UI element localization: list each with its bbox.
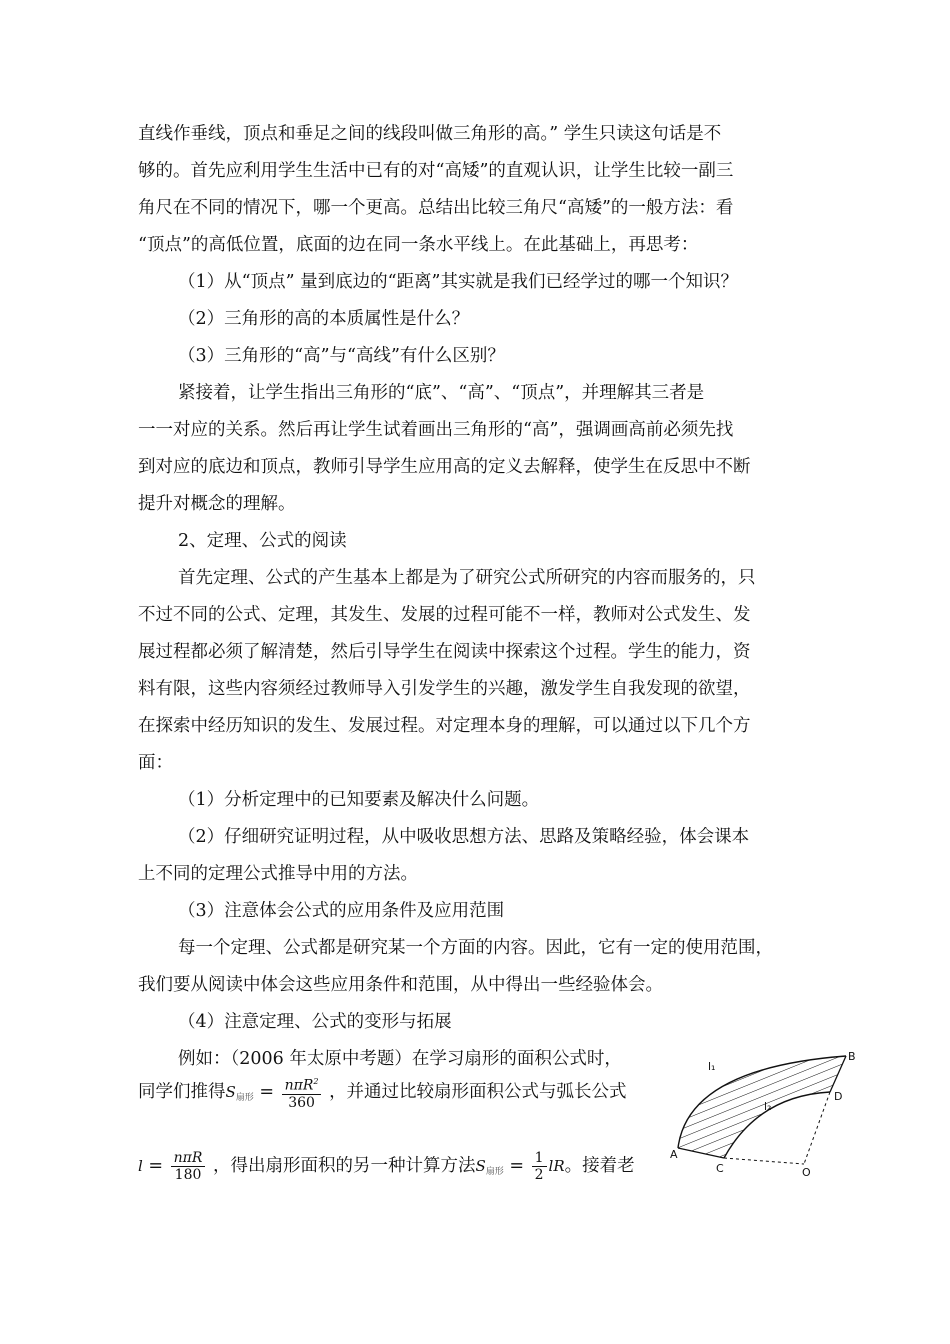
p3-line-5: 在探索中经历知识的发生、发展过程。对定理本身的理解，可以通过以下几个方 xyxy=(138,716,751,736)
label-C: C xyxy=(716,1162,724,1175)
item-1: （1）分析定理中的已知要素及解决什么问题。 xyxy=(178,790,540,810)
p4-line-2: 我们要从阅读中体会这些应用条件和范围，从中得出一些经验体会。 xyxy=(138,975,663,995)
item-2-line-2: 上不同的定理公式推导中用的方法。 xyxy=(138,864,418,884)
question-3: （3）三角形的“高”与“高线”有什么区别？ xyxy=(178,346,505,366)
item-4: （4）注意定理、公式的变形与拓展 xyxy=(178,1012,452,1032)
sector-area-symbol: S xyxy=(225,1082,236,1101)
dashed-D-O xyxy=(804,1092,830,1164)
item-3: （3）注意体会公式的应用条件及应用范围 xyxy=(178,901,505,921)
hatched-region xyxy=(678,1056,846,1158)
example-line: 例如：（2006 年太原中考题）在学习扇形的面积公式时， xyxy=(178,1049,622,1069)
arc-length-fraction xyxy=(171,1150,206,1183)
equals-sign-1: = xyxy=(259,1081,275,1102)
p4-line-1: 每一个定理、公式都是研究某一个方面的内容。因此，它有一定的使用范围， xyxy=(178,938,773,958)
sector-area-fraction xyxy=(282,1074,322,1111)
label-A: A xyxy=(670,1148,678,1161)
sector-area-subscript-2: 扇形 xyxy=(485,1167,504,1177)
equals-sign-2: = xyxy=(148,1156,164,1176)
p1-line-4: “顶点”的高低位置，底面的边在同一条水平线上。在此基础上，再思考： xyxy=(138,235,699,255)
formula-line-2 xyxy=(138,1150,635,1183)
equals-sign-3: = xyxy=(509,1156,525,1176)
f2-denominator: 180 xyxy=(174,1167,202,1183)
label-l2: l₂ xyxy=(764,1100,772,1113)
p3-line-4: 料有限，这些内容须经过教师导入引发学生的兴趣，激发学生自我发现的欲望， xyxy=(138,679,751,699)
p1-line-1: 直线作垂线，顶点和垂足之间的线段叫做三角形的高。” 学生只读这句话是不 xyxy=(138,124,722,144)
label-l1: l₁ xyxy=(708,1060,716,1073)
lR-term: lR xyxy=(548,1157,565,1175)
sector-area-subscript: 扇形 xyxy=(235,1092,254,1103)
sector-diagram xyxy=(668,1048,868,1178)
question-2: （2）三角形的高的本质属性是什么？ xyxy=(178,309,470,329)
p3-line-3: 展过程都必须了解清楚，然后引导学生在阅读中探索这个过程。学生的能力，资 xyxy=(138,642,751,662)
p2-line-3: 到对应的底边和顶点，教师引导学生应用高的定义去解释，使学生在反思中不断 xyxy=(138,457,751,477)
formula-line-1-pre: 同学们推得 xyxy=(138,1081,226,1102)
section-heading: 2、定理、公式的阅读 xyxy=(178,531,347,551)
sector-area-symbol-2: S xyxy=(475,1157,486,1175)
arc-length-symbol: l xyxy=(138,1157,143,1175)
f3-denominator: 2 xyxy=(534,1167,544,1183)
question-1: （1）从“顶点” 量到底边的“距离”其实就是我们已经学过的哪一个知识？ xyxy=(178,272,738,292)
item-2-line-1: （2）仔细研究证明过程，从中吸收思想方法、思路及策略经验，体会课本 xyxy=(178,827,750,847)
formula-line-2-post: 。接着老 xyxy=(564,1156,635,1176)
formula-line-1 xyxy=(138,1074,627,1111)
p2-line-4: 提升对概念的理解。 xyxy=(138,494,296,514)
p1-line-2: 够的。首先应利用学生生活中已有的对“高矮”的直观认识，让学生比较一副三 xyxy=(138,161,734,181)
f3-numerator: 1 xyxy=(532,1150,547,1167)
p3-line-6: 面： xyxy=(138,753,173,773)
p1-line-3: 角尺在不同的情况下，哪一个更高。总结出比较三角尺“高矮”的一般方法：看 xyxy=(138,198,734,218)
p3-line-1: 首先定理、公式的产生基本上都是为了研究公式所研究的内容而服务的，只 xyxy=(178,568,756,588)
label-D: D xyxy=(834,1090,843,1103)
p2-line-1: 紧接着，让学生指出三角形的“底”、“高”、“顶点”，并理解其三者是 xyxy=(178,383,705,403)
f1-numerator: nπR xyxy=(284,1077,314,1094)
f1-exponent: 2 xyxy=(313,1077,319,1086)
f2-numerator: nπR xyxy=(171,1150,206,1167)
formula-line-2-mid: ，得出扇形面积的另一种计算方法 xyxy=(212,1156,476,1176)
half-fraction xyxy=(532,1150,547,1183)
dashed-C-O xyxy=(724,1158,804,1164)
p2-line-2: 一一对应的关系。然后再让学生试着画出三角形的“高”，强调画高前必须先找 xyxy=(138,420,734,440)
f1-denominator: 360 xyxy=(288,1094,315,1111)
p3-line-2: 不过不同的公式、定理，其发生、发展的过程可能不一样，教师对公式发生、发 xyxy=(138,605,751,625)
formula-line-1-post: ，并通过比较扇形面积公式与弧长公式 xyxy=(329,1081,627,1102)
label-B: B xyxy=(848,1050,856,1063)
label-O: O xyxy=(802,1166,811,1178)
